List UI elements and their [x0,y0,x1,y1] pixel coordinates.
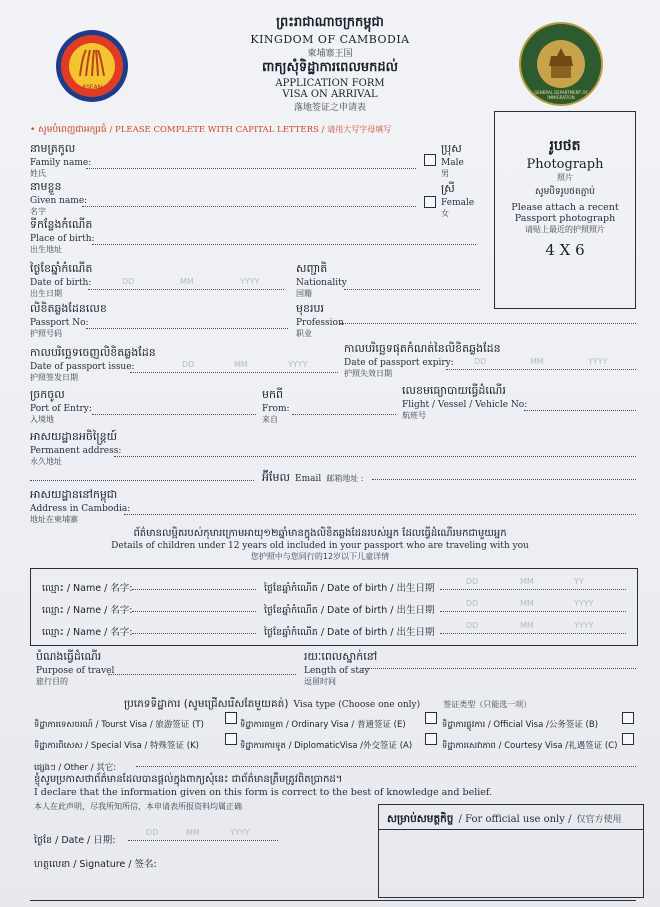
photo-attach-chinese: 请贴上最近的护照照片 [525,225,605,234]
child-1-mm: MM [520,577,534,586]
email-input[interactable] [372,479,636,480]
from-label: មកពី From: 来自 [262,388,290,424]
child-2-name-input[interactable] [132,611,256,612]
passport-expiry-label: កាលបរិច្ឆេទផុតកំណត់នៃលិខិតឆ្លងដែន Date of passport expiry: 护照失效日期 [344,342,501,378]
photo-khmer: រូបថត [549,138,581,154]
declaration: ខ្ញុំសូមប្រកាសថាព័ត៌មានដែលបានផ្តល់ក្នុងពាក្យសុំនេះ ជាព័ត៌មានត្រឹមត្រូវពិតប្រាកដ។ I declare that the information given on this form is correct to the best of knowledge and belief. 本人在此声明，尽我所知所信，本申请表所报资料均属正确 [34,774,493,811]
visa-option-courtesy-label: ទិដ្ឋាការសេវាភាព / Courtesy Visa /礼遇签证 (C) [442,741,618,751]
visa-option-ordinary-checkbox[interactable] [425,712,437,724]
permanent-address-input-1[interactable] [114,456,636,457]
issue-dd-placeholder: DD [182,360,195,369]
instruction-khmer: • សូមបំពេញជាអក្សរធំ [30,125,107,135]
dob-mm-placeholder: MM [180,277,194,286]
child-3-mm: MM [520,621,534,630]
dob-dd-placeholder: DD [122,277,135,286]
decl-dd-placeholder: DD [146,828,159,837]
child-1-dd: DD [466,577,479,586]
male-label: ប្រុស Male 男 [441,142,464,178]
male-checkbox[interactable] [424,154,436,166]
form-title-khmer: ពាក្យសុំទិដ្ឋាការពេលមកដល់ [262,60,398,75]
passport-no-label: លិខិតឆ្លងដែនលេខ Passport No: 护照号码 [30,302,107,338]
passport-no-input[interactable] [86,328,288,329]
children-heading: ព័ត៌មានលម្អិតរបស់កុមារក្រោមអាយុ១២ឆ្នាំមានក្នុងលិខិតឆ្លងដែនរបស់អ្នក ដែលធ្វើដំណើរមកជាមួយអ្នក Details of children under 12 years old included in your passport who are traveling with you 您护照中与您同行的12岁以下儿童详情 [111,528,529,561]
length-of-stay-label: រយៈពេលស្នាក់នៅ Length of stay 逗留时间 [304,650,378,686]
child-3-name-label: ឈ្មោះ / Name / 名字: [42,627,133,638]
photo-chinese: 照片 [557,173,573,182]
child-2-name-label: ឈ្មោះ / Name / 名字: [42,605,133,616]
child-1-dob-label: ថ្ងៃខែឆ្នាំកំណើត / Date of birth / 出生日期 [264,583,435,594]
form-title-chinese: 落地签证之申请表 [293,103,366,113]
expiry-dd-placeholder: DD [474,357,487,366]
asean-logo [56,30,128,102]
photo-box[interactable] [494,111,636,309]
visa-option-tourist-checkbox[interactable] [225,712,237,724]
immigration-logo-text: GENERAL DEPARTMENT OF IMMIGRATION [534,90,588,100]
child-1-name-input[interactable] [132,589,256,590]
place-of-birth-label: ទីកន្លែងកំណើត Place of birth: 出生地址 [30,218,95,254]
instruction-english: / PLEASE COMPLETE WITH CAPITAL LETTERS / [109,125,325,135]
port-of-entry-label: ច្រកចូល Port of Entry: 入境地 [30,388,92,424]
child-3-yyyy: YYYY [574,621,594,630]
child-2-dob-input[interactable] [440,611,626,612]
official-use-box [378,804,644,898]
address-cambodia-input[interactable] [124,514,636,515]
decl-mm-placeholder: MM [186,828,200,837]
visa-type-heading: ប្រភេទទិដ្ឋាការ (សូមជ្រើសរើសតែមួយគត់) Visa type (Choose one only) 签证类型（只能选一项） [124,698,532,710]
issue-mm-placeholder: MM [234,360,248,369]
flight-input[interactable] [524,410,636,411]
permanent-address-input-2[interactable] [30,480,254,481]
email-label: អ៊ីមែល Email 邮箱地址 : [262,471,364,484]
passport-issue-label: កាលបរិច្ឆេទចេញលិខិតឆ្លងដែន Date of passport issue: 护照签发日期 [30,346,156,382]
permanent-address-label: អាសយដ្ឋានអចិន្ត្រៃយ៍ Permanent address: 永久地址 [30,430,122,466]
expiry-mm-placeholder: MM [530,357,544,366]
given-name-input[interactable] [82,206,416,207]
official-use-header: សម្រាប់សមត្ថកិច្ច / For official use only / 仅官方使用 [379,805,643,830]
signature-label: ហត្ថលេខា / Signature / 签名: [34,859,157,870]
expiry-yyyy-placeholder: YYYY [588,357,608,366]
photo-attach-khmer: សូមបិទរូបថតភ្ជាប់ [535,187,595,197]
child-3-dd: DD [466,621,479,630]
decl-yyyy-placeholder: YYYY [230,828,250,837]
declaration-date-label: ថ្ងៃខែ / Date / 日期: [34,835,116,846]
capital-letters-instruction [30,124,391,137]
child-1-yy: YY [574,577,584,586]
visa-option-diplomatic-checkbox[interactable] [425,733,437,745]
declaration-date-input[interactable] [128,840,278,841]
photo-attach-english-2: Passport photograph [514,213,616,224]
female-label: ស្រី Female 女 [441,182,475,218]
immigration-logo [519,22,603,106]
date-of-birth-label: ថ្ងៃខែឆ្នាំកំណើត Date of birth: 出生日期 [30,262,93,298]
form-header [150,14,510,113]
passport-issue-input[interactable] [130,372,338,373]
passport-expiry-input[interactable] [446,369,636,370]
child-2-mm: MM [520,599,534,608]
given-name-label: នាមខ្លួន Given name: 名字 [30,180,88,216]
child-3-dob-label: ថ្ងៃខែឆ្នាំកំណើត / Date of birth / 出生日期 [264,627,435,638]
form-title-english-2: VISA ON ARRIVAL [282,89,378,100]
visa-option-ordinary-label: ទិដ្ឋាការធម្មតា / Ordinary Visa / 普通签证 (E) [240,720,406,730]
purpose-label: បំណងធ្វើដំណើរ Purpose of travel 旅行目的 [36,650,115,686]
visa-option-special-label: ទិដ្ឋាការពិសេស / Special Visa / 特殊签证 (K) [34,741,199,751]
asean-logo-text: ASEAN [81,84,103,91]
flight-label: លេខមធ្យោបាយធ្វើដំណើរ Flight / Vessel / Vehicle No: 航班号 [402,384,528,420]
purpose-input[interactable] [108,674,296,675]
profession-input[interactable] [340,323,636,324]
address-cambodia-label: អាសយដ្ឋាននៅកម្ពុជា Address in Cambodia: 地址在柬埔寨 [30,488,131,524]
from-input[interactable] [292,414,396,415]
photo-english: Photograph [526,157,604,172]
photo-attach-english-1: Please attach a recent [511,202,619,213]
signature-input[interactable] [150,864,360,865]
place-of-birth-input[interactable] [92,244,476,245]
child-1-dob-input[interactable] [440,589,626,590]
nationality-input[interactable] [344,289,480,290]
profession-label: មុខរបរ Profession 职业 [296,302,344,338]
kingdom-khmer: ព្រះរាជាណាចក្រកម្ពុជា [276,15,384,30]
child-2-dd: DD [466,599,479,608]
form-title-english-1: APPLICATION FORM [275,78,385,89]
child-3-dob-input[interactable] [440,633,626,634]
visa-option-special-checkbox[interactable] [225,733,237,745]
female-checkbox[interactable] [424,196,436,208]
instruction-chinese: 请用大写字母填写 [327,125,392,134]
visa-option-courtesy-checkbox[interactable] [622,733,634,745]
bottom-rule [30,900,636,901]
length-of-stay-input[interactable] [362,668,636,669]
dob-yyyy-placeholder: YYYY [240,277,260,286]
child-3-name-input[interactable] [132,633,256,634]
visa-option-tourist-label: ទិដ្ឋាការទេសចរណ៍ / Tourst Visa / 旅游签证 (T) [34,720,204,730]
family-name-label: នាមត្រកូល Family name: 姓氏 [30,142,92,178]
child-1-name-label: ឈ្មោះ / Name / 名字: [42,583,133,594]
visa-option-official-label: ទិដ្ឋាការផ្លូវការ / Official Visa /公务签证 (B) [442,720,599,730]
visa-other-label: ផ្សេងៗ / Other / 其它: [34,763,117,773]
issue-yyyy-placeholder: YYYY [288,360,308,369]
nationality-label: សញ្ជាតិ Nationality 国籍 [296,262,347,298]
date-of-birth-input[interactable] [88,289,284,290]
visa-option-official-checkbox[interactable] [622,712,634,724]
child-2-dob-label: ថ្ងៃខែឆ្នាំកំណើត / Date of birth / 出生日期 [264,605,435,616]
child-2-yyyy: YYYY [574,599,594,608]
visa-other-input[interactable] [136,766,636,767]
family-name-input[interactable] [86,168,416,169]
kingdom-chinese: 柬埔寨王国 [307,49,353,59]
port-of-entry-input[interactable] [92,414,256,415]
kingdom-english: KINGDOM OF CAMBODIA [250,33,410,46]
visa-option-diplomatic-label: ទិដ្ឋាការការទូត / DiplomaticVisa /外交签证 (A) [240,741,413,751]
photo-size: 4 X 6 [545,241,585,259]
